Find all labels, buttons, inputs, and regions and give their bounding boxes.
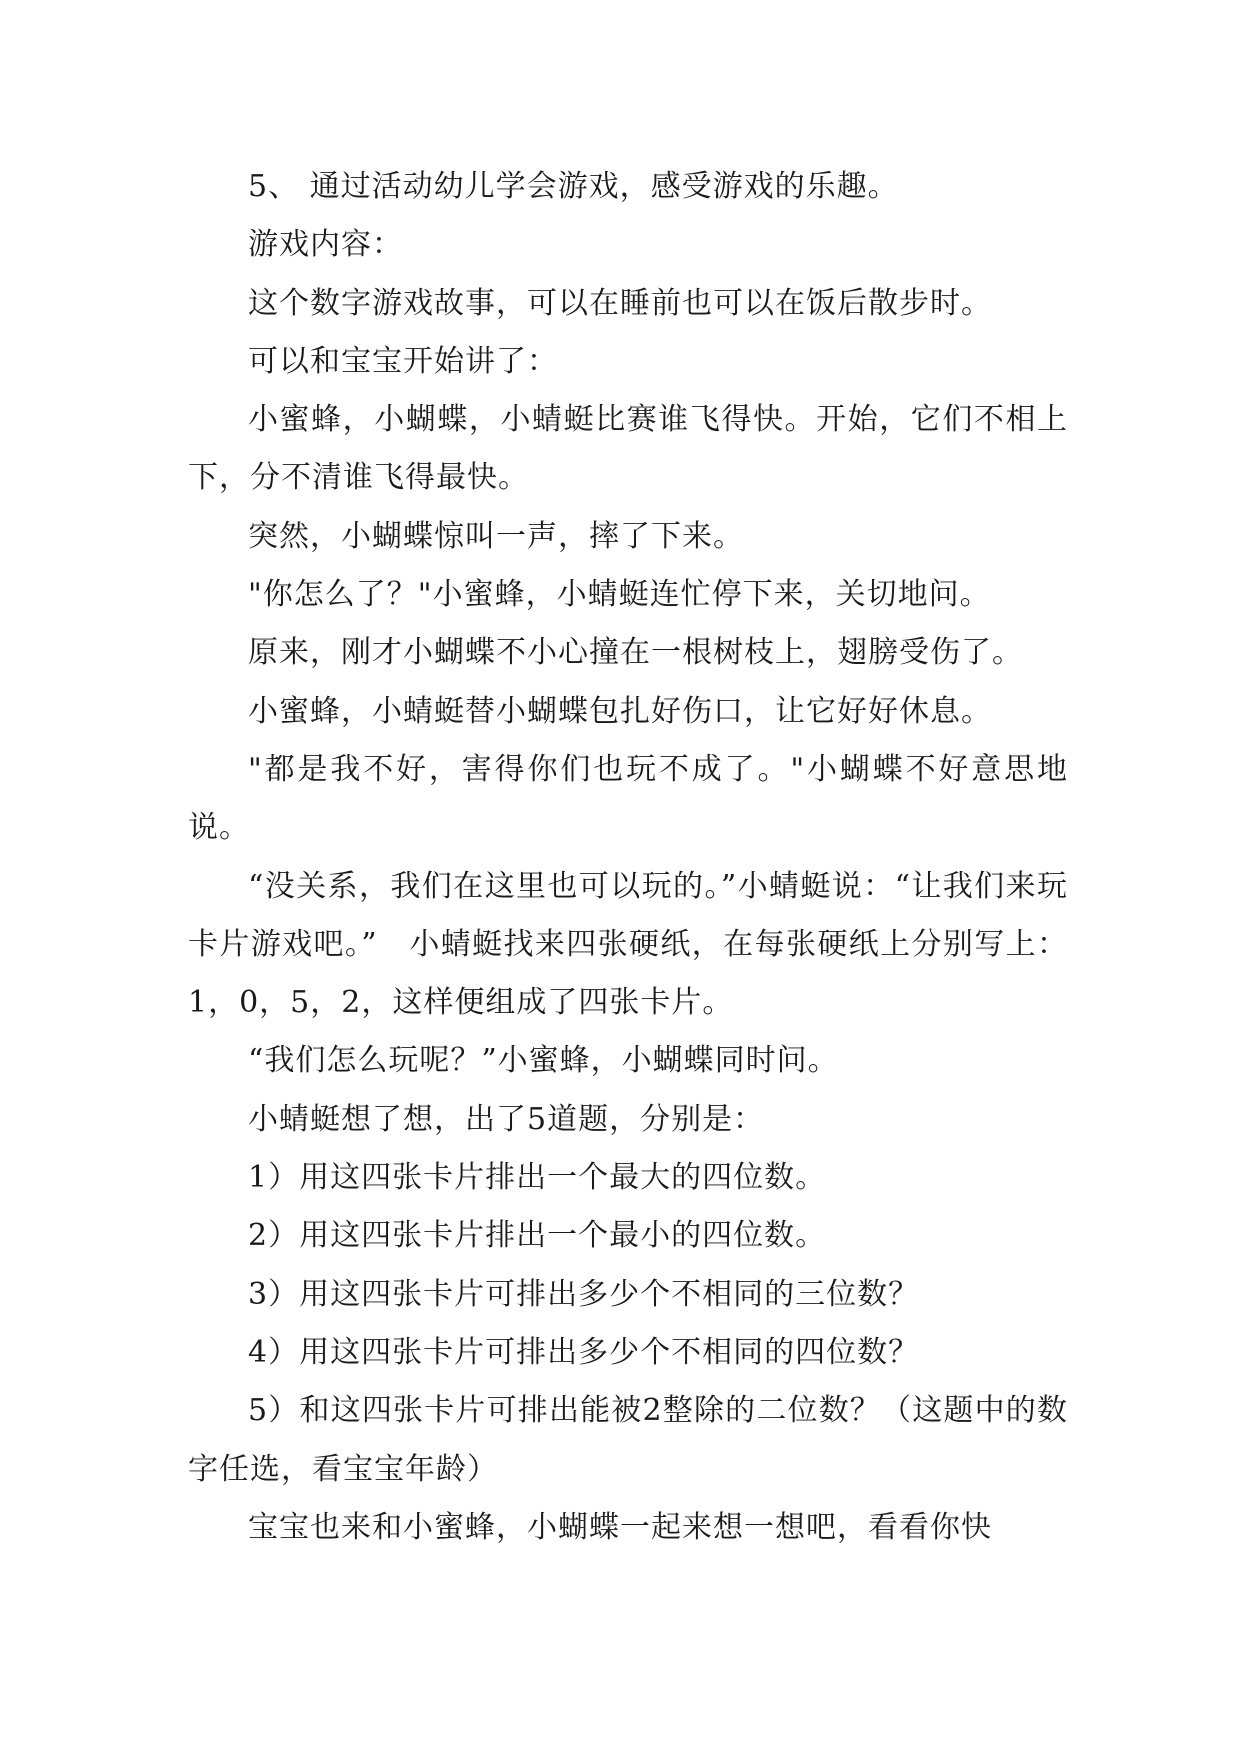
paragraph-fall: 突然，小蝴蝶惊叫一声，摔了下来。 bbox=[248, 518, 744, 554]
paragraph-game-content-heading: 游戏内容： bbox=[248, 227, 403, 263]
paragraph-invitation: 宝宝也来和小蜜蜂，小蝴蝶一起来想一想吧，看看你快 bbox=[248, 1509, 992, 1545]
paragraph-start: 可以和宝宝开始讲了： bbox=[248, 343, 558, 379]
paragraph-bandage: 小蜜蜂，小蜻蜓替小蝴蝶包扎好伤口，让它好好休息。 bbox=[248, 693, 992, 729]
paragraph-card-game: “没关系，我们在这里也可以玩的。”小蜻蜓说：“让我们来玩卡片游戏吧。” 小蜻蜓找来四张硬纸，在每张硬纸上分别写上：1，0，5，2，这样便组成了四张卡片。 bbox=[188, 868, 1068, 1021]
paragraph-intro: 这个数字游戏故事，可以在睡前也可以在饭后散步时。 bbox=[248, 285, 992, 321]
paragraph-race: 小蜜蜂，小蝴蝶，小蜻蜓比赛谁飞得快。开始，它们不相上下，分不清谁飞得最快。 bbox=[188, 402, 1068, 496]
paragraph-question-4: 4）用这四张卡片可排出多少个不相同的四位数？ bbox=[248, 1334, 920, 1370]
paragraph-question-3: 3）用这四张卡片可排出多少个不相同的三位数？ bbox=[248, 1276, 920, 1312]
paragraph-question-5: 5）和这四张卡片可排出能被2整除的二位数？（这题中的数字任选，看宝宝年龄） bbox=[188, 1393, 1068, 1487]
document-body bbox=[188, 158, 1068, 1557]
paragraph-question-1: 1）用这四张卡片排出一个最大的四位数。 bbox=[248, 1160, 827, 1196]
paragraph-injury: 原来，刚才小蝴蝶不小心撞在一根树枝上，翅膀受伤了。 bbox=[248, 635, 1023, 671]
paragraph-question-2: 2）用这四张卡片排出一个最小的四位数。 bbox=[248, 1218, 827, 1254]
paragraph-how-to-play: “我们怎么玩呢？”小蜜蜂，小蝴蝶同时问。 bbox=[248, 1043, 839, 1079]
paragraph-apology: "都是我不好，害得你们也玩不成了。"小蝴蝶不好意思地说。 bbox=[188, 751, 1068, 846]
paragraph-objective-5: 5、 通过活动幼儿学会游戏，感受游戏的乐趣。 bbox=[248, 169, 899, 204]
paragraph-five-questions: 小蜻蜓想了想，出了5道题，分别是： bbox=[248, 1101, 765, 1137]
paragraph-question: "你怎么了？"小蜜蜂，小蜻蜓连忙停下来，关切地问。 bbox=[248, 577, 991, 613]
